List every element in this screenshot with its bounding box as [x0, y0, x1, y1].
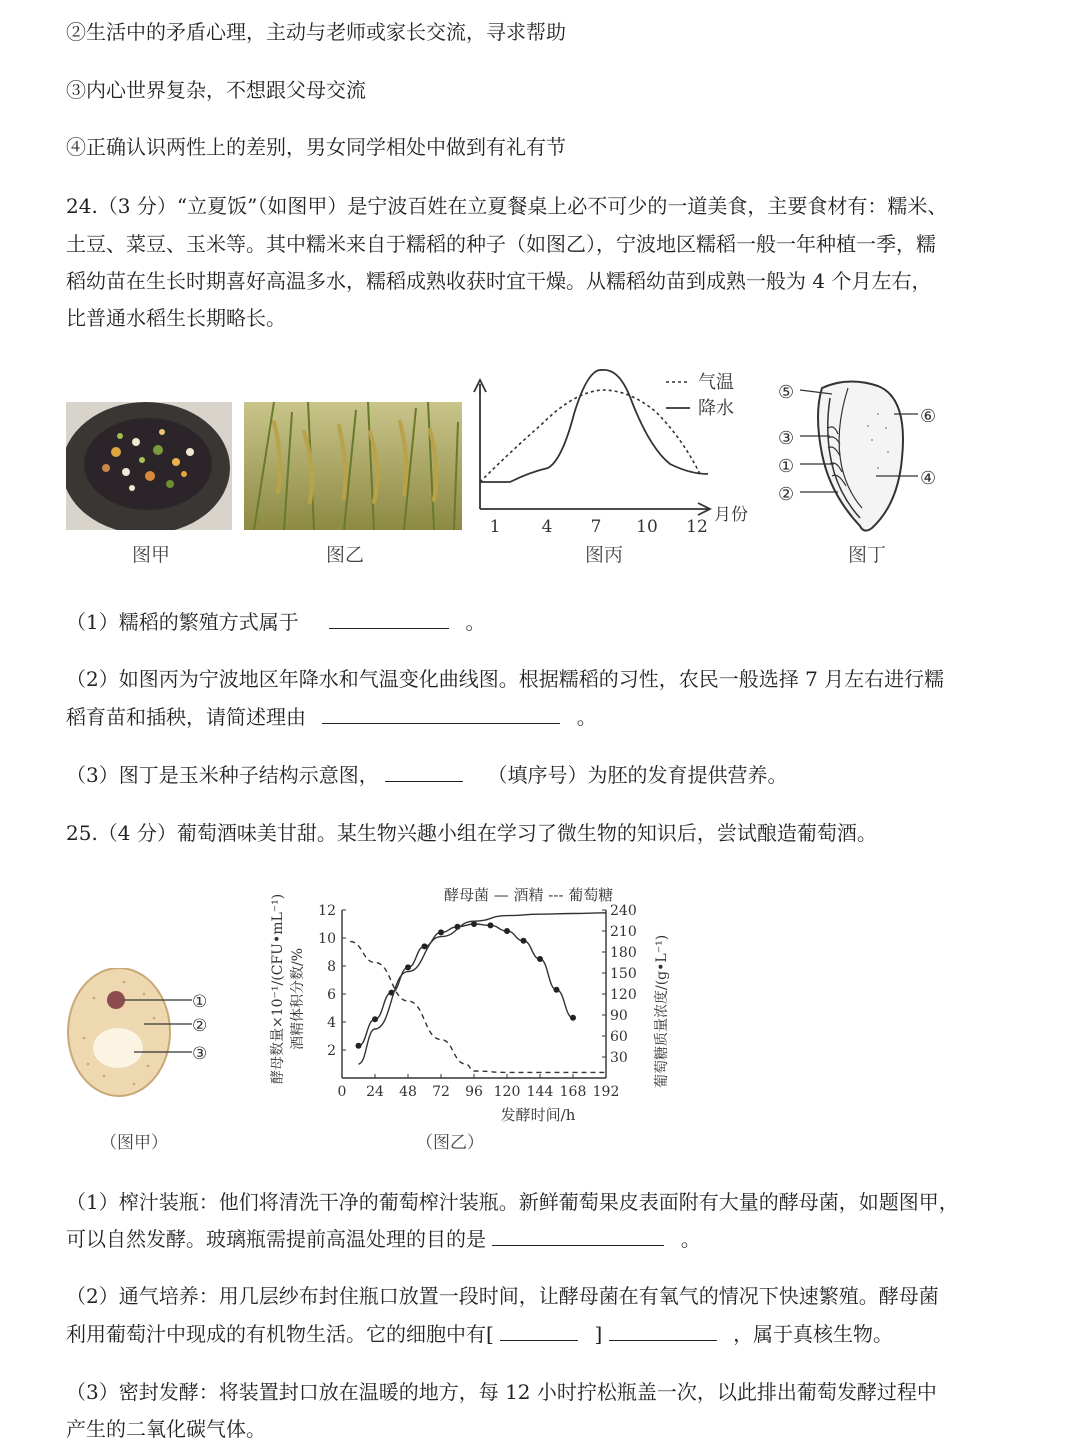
q24-line-2: 土豆、菜豆、玉米等。其中糯米来自于糯稻的种子（如图乙），宁波地区糯稻一般一年种植一季，糯 — [66, 232, 936, 256]
q25-sub2-line2 — [66, 1320, 893, 1348]
yeast-data-point — [554, 987, 560, 993]
q25-sub3-line2: 产生的二氧化碳气体。 — [66, 1417, 266, 1441]
fig-q25-jia-caption: （图甲） — [100, 1133, 168, 1153]
yeast-data-point — [356, 1043, 362, 1049]
x-axis-label: 发酵时间/h — [500, 1106, 576, 1124]
yeast-data-point — [521, 938, 527, 944]
fig-jia-food-photo — [66, 402, 232, 530]
q25-sub1-blank[interactable] — [492, 1225, 664, 1246]
q24-sub3-text: （3）图丁是玉米种子结构示意图， — [66, 763, 379, 787]
yeast-label: ② — [192, 1016, 208, 1036]
yeast-data-point — [405, 964, 411, 970]
q24-line-3: 稻幼苗在生长时期喜好高温多水，糯稻成熟收获时宜干燥。从糯稻幼苗到成熟一般为 4 个月左右， — [66, 269, 932, 293]
right-tick-label: 150 — [610, 966, 637, 982]
right-tick-label: 60 — [610, 1029, 628, 1045]
fig-ding-caption: 图丁 — [848, 544, 887, 566]
fig-yi-caption: 图乙 — [326, 544, 365, 566]
left-tick-label: 10 — [318, 931, 336, 947]
yeast-data-point — [504, 928, 510, 934]
x-tick-label: 0 — [337, 1084, 347, 1100]
fig-q25-jia-yeast-cell — [64, 968, 224, 1104]
right-tick-label: 240 — [610, 903, 637, 919]
yeast-label: ③ — [192, 1044, 208, 1064]
left-axis-label: 酵母数量×10⁻¹/(CFU•mL⁻¹) — [270, 893, 286, 1084]
q25-sub2-text: 利用葡萄汁中现成的有机物生活。它的细胞中有[ — [66, 1322, 494, 1346]
q24-sub2-end: 。 — [576, 705, 597, 729]
q25-sub1-line2 — [66, 1225, 701, 1253]
bing-legend-qiwen: 气温 — [698, 372, 734, 393]
q24-sub3-blank[interactable] — [385, 761, 463, 782]
fig-ding-corn-seed — [768, 368, 948, 540]
ding-label: ② — [778, 484, 795, 505]
series-line-葡萄糖 — [350, 942, 606, 1073]
q25-sub1-end: 。 — [680, 1227, 701, 1251]
q25-sub1-line1: （1）榨汁装瓶：他们将清洗干净的葡萄榨汁装瓶。新鲜葡萄果皮表面附有大量的酵母菌，如题图甲， — [66, 1190, 959, 1214]
q24-sub2-line2 — [66, 703, 597, 731]
option-2: ②生活中的矛盾心理，主动与老师或家长交流，寻求帮助 — [66, 20, 566, 44]
ding-label: ⑥ — [920, 406, 937, 427]
x-tick-label: 96 — [465, 1084, 483, 1100]
left-tick-label: 12 — [318, 903, 336, 919]
q25-sub3-line1: （3）密封发酵：将装置封口放在温暖的地方，每 12 小时拧松瓶盖一次，以此排出葡萄发酵过程中 — [66, 1380, 937, 1404]
x-tick-label: 72 — [432, 1084, 450, 1100]
ding-label: ③ — [778, 428, 795, 449]
q25-sub2-bracket: ] — [594, 1322, 603, 1346]
ding-label: ⑤ — [778, 382, 795, 403]
bing-xtick: 10 — [636, 517, 658, 537]
bing-xtick: 7 — [590, 517, 602, 537]
x-tick-label: 120 — [493, 1084, 521, 1100]
fig-jia-caption: 图甲 — [132, 544, 171, 566]
fig-yi-rice-photo — [244, 402, 462, 530]
qiwen-curve — [480, 390, 700, 482]
right-tick-label: 180 — [610, 945, 637, 961]
q24-sub1-blank[interactable] — [329, 608, 449, 629]
x-tick-label: 48 — [399, 1084, 417, 1100]
yeast-data-point — [537, 956, 543, 962]
q25-sub2-end: ，属于真核生物。 — [733, 1322, 894, 1346]
left-tick-label: 6 — [327, 987, 336, 1003]
q24-sub1-end: 。 — [465, 610, 486, 634]
q24-sub2-line1: （2）如图丙为宁波地区年降水和气温变化曲线图。根据糯稻的习性，农民一般选择 7 月左右进行糯 — [66, 667, 945, 691]
ding-label: ④ — [920, 468, 937, 489]
bing-xtick: 4 — [541, 517, 553, 537]
left-tick-label: 4 — [327, 1015, 336, 1031]
left-tick-label: 8 — [327, 959, 336, 975]
bing-legend-jiangshui: 降水 — [698, 398, 734, 419]
q24-line-4: 比普通水稻生长期略长。 — [66, 306, 286, 330]
right-tick-label: 210 — [610, 924, 637, 940]
bing-x-unit: 月份 — [714, 505, 748, 525]
bing-xtick: 12 — [686, 517, 708, 537]
q25-sub2-blank-name[interactable] — [609, 1320, 717, 1341]
left-tick-label: 2 — [327, 1043, 336, 1059]
q24-sub3-end: （填序号）为胚的发育提供营养。 — [487, 763, 788, 787]
fig-q25-yi-caption: （图乙） — [416, 1133, 484, 1153]
q25-sub2-blank-number[interactable] — [500, 1320, 578, 1341]
right-axis-label: 葡萄糖质量浓度/(g•L⁻¹) — [654, 934, 670, 1088]
q25-intro: 25.（4 分）葡萄酒味美甘甜。某生物兴趣小组在学习了微生物的知识后，尝试酿造葡萄酒。 — [66, 821, 877, 845]
yeast-label: ① — [192, 992, 208, 1012]
q24-sub1 — [66, 608, 485, 636]
q24-sub3 — [66, 761, 787, 789]
q25-sub1-text: 可以自然发酵。玻璃瓶需提前高温处理的目的是 — [66, 1227, 486, 1251]
q24-sub2-blank[interactable] — [322, 703, 560, 724]
x-tick-label: 24 — [366, 1084, 384, 1100]
fig-bing-climate-chart — [470, 364, 760, 544]
bing-xtick: 1 — [489, 517, 501, 537]
chart-legend: 酵母菌 — 酒精 --- 葡萄糖 — [444, 886, 614, 904]
yeast-data-point — [570, 1015, 576, 1021]
x-tick-label: 168 — [559, 1084, 587, 1100]
left-axis-label-2: 酒精体积分数/% — [290, 947, 306, 1050]
fig-bing-caption: 图丙 — [585, 544, 624, 566]
right-tick-label: 30 — [610, 1050, 628, 1066]
jiangshui-curve — [480, 370, 708, 482]
x-tick-label: 192 — [592, 1084, 620, 1100]
yeast-data-point — [438, 929, 444, 935]
q24-line-1: 24.（3 分）“立夏饭”（如图甲）是宁波百姓在立夏餐桌上必不可少的一道美食，主要食材有：糯米、 — [66, 194, 948, 218]
option-3: ③内心世界复杂，不想跟父母交流 — [66, 78, 366, 102]
right-tick-label: 120 — [610, 987, 637, 1003]
fermentation-chart — [254, 876, 694, 1132]
q24-sub1-text: （1）糯稻的繁殖方式属于 — [66, 610, 299, 634]
right-tick-label: 90 — [610, 1008, 628, 1024]
series-line-酒精 — [359, 913, 607, 1064]
yeast-data-point — [488, 922, 494, 928]
x-tick-label: 144 — [526, 1084, 554, 1100]
yeast-data-point — [372, 1016, 378, 1022]
q25-sub2-line1: （2）通气培养：用几层纱布封住瓶口放置一段时间，让酵母菌在有氧气的情况下快速繁殖。酵母菌 — [66, 1284, 939, 1308]
ding-label: ① — [778, 456, 795, 477]
series-line-酵母菌 — [359, 924, 574, 1046]
option-4: ④正确认识两性上的差别，男女同学相处中做到有礼有节 — [66, 135, 566, 159]
q24-sub2-text: 稻育苗和插秧，请简述理由 — [66, 705, 306, 729]
